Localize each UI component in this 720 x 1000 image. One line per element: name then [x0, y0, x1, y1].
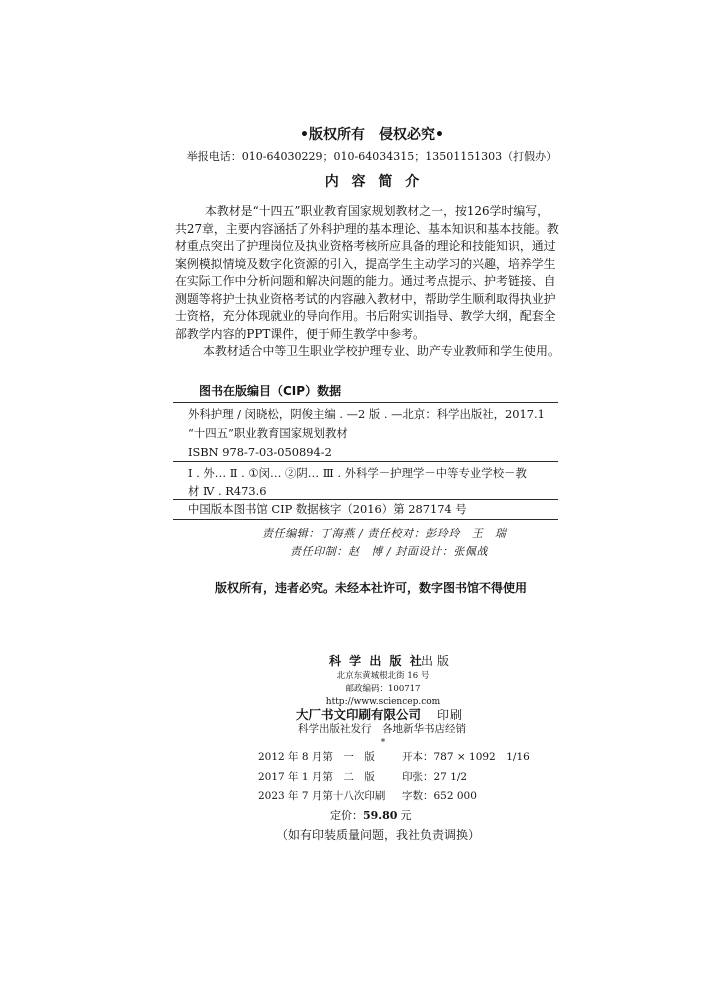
cip-rule	[173, 499, 558, 500]
summary-line: 在实际工作中分析问题和解决问题的能力。通过考点提示、护考链接、自	[175, 274, 556, 288]
edition-date: 2017 年 1 月第 二 版	[258, 771, 375, 783]
edition-spec: 印张：27 1/2	[402, 771, 468, 783]
edition-spec: 字数：652 000	[402, 790, 477, 802]
price-line	[330, 808, 411, 824]
summary-line: 本教材是“十四五”职业教育国家规划教材之一，按126学时编写，	[205, 204, 550, 218]
edition-spec: 开本：787 × 1092 1/16	[402, 751, 530, 763]
copyright-notice: 版权所有，违者必究。未经本社许可，数字图书馆不得使用	[215, 581, 528, 595]
cip-classification-line: 材 Ⅳ . R473.6	[188, 484, 267, 498]
separator-asterisk: *	[380, 738, 386, 748]
price-unit: 元	[400, 809, 412, 822]
printer-name: 大厂书文印刷有限公司	[296, 707, 422, 722]
publisher-name: 科 学 出 版 社	[329, 654, 424, 668]
cip-heading: 图书在版编目（CIP）数据	[199, 384, 342, 398]
edition-date: 2012 年 8 月第 一 版	[258, 751, 375, 763]
summary-line: 材重点突出了护理岗位及执业资格考核所应具备的理论和技能知识，通过	[175, 239, 556, 253]
summary-line: 共27章，主要内容涵括了外科护理的基本理论、基本知识和基本技能。教	[175, 221, 559, 236]
report-phone-line: 举报电话：010-64030229；010-64034315；13501151303（打假办）	[186, 150, 558, 163]
production-credits: 责任印制：赵 博 / 封面设计：张佩战	[290, 545, 489, 558]
cip-classification-line: Ⅰ . 外… Ⅱ . ①闵… ②阴… Ⅲ . 外科学－护理学－中等专业学校－教	[188, 466, 527, 480]
summary-line: 部教学内容的PPT课件，便于师生教学中参考。	[175, 326, 425, 341]
summary-audience-line: 本教材适合中等卫生职业学校护理专业、助产专业教师和学生使用。	[203, 344, 560, 358]
summary-body	[175, 203, 560, 361]
cip-rule	[173, 519, 558, 520]
printer-role: 印刷	[437, 708, 464, 722]
price-label: 定价：	[330, 809, 363, 822]
edition-date: 2023 年 7 月第十八次印刷	[258, 790, 386, 802]
editor-credits: 责任编辑：丁海燕 / 责任校对：彭玲玲 王 瑞	[262, 527, 507, 540]
summary-line: 案例模拟情境及数字化资源的引入，提高学生主动学习的兴趣，培养学生	[175, 256, 556, 271]
summary-line: 士资格，充分体现就业的导向作用。书后附实训指导、教学大纲，配套全	[175, 309, 556, 323]
cip-rule	[173, 461, 558, 462]
summary-line: 测题等将护士执业资格考试的内容融入教材中，帮助学生顺利取得执业护	[175, 291, 556, 306]
publisher-website: http://www.sciencep.com	[325, 697, 441, 707]
cip-rule	[173, 402, 558, 403]
distribution-line: 科学出版社发行 各地新华书店经销	[298, 723, 466, 735]
rights-reserved-notice: •版权所有 侵权必究•	[300, 127, 444, 143]
publisher-postcode: 邮政编码：100717	[345, 684, 421, 694]
summary-heading: 内 容 简 介	[324, 174, 424, 190]
cip-record-line: “十四五”职业教育国家规划教材	[188, 426, 348, 440]
publisher-role: 出版	[421, 654, 454, 668]
publisher-address: 北京东黄城根北街 16 号	[336, 671, 430, 681]
cip-record-line: 外科护理 / 闵晓松，阴俊主编 . —2 版 . —北京：科学出版社，2017.1	[188, 407, 545, 421]
return-notice: （如有印装质量问题，我社负责调换）	[276, 828, 481, 842]
cip-isbn: ISBN 978-7-03-050894-2	[188, 445, 332, 459]
price-value: 59.80	[363, 809, 398, 822]
cip-number: 中国版本图书馆 CIP 数据核字（2016）第 287174 号	[188, 502, 467, 516]
